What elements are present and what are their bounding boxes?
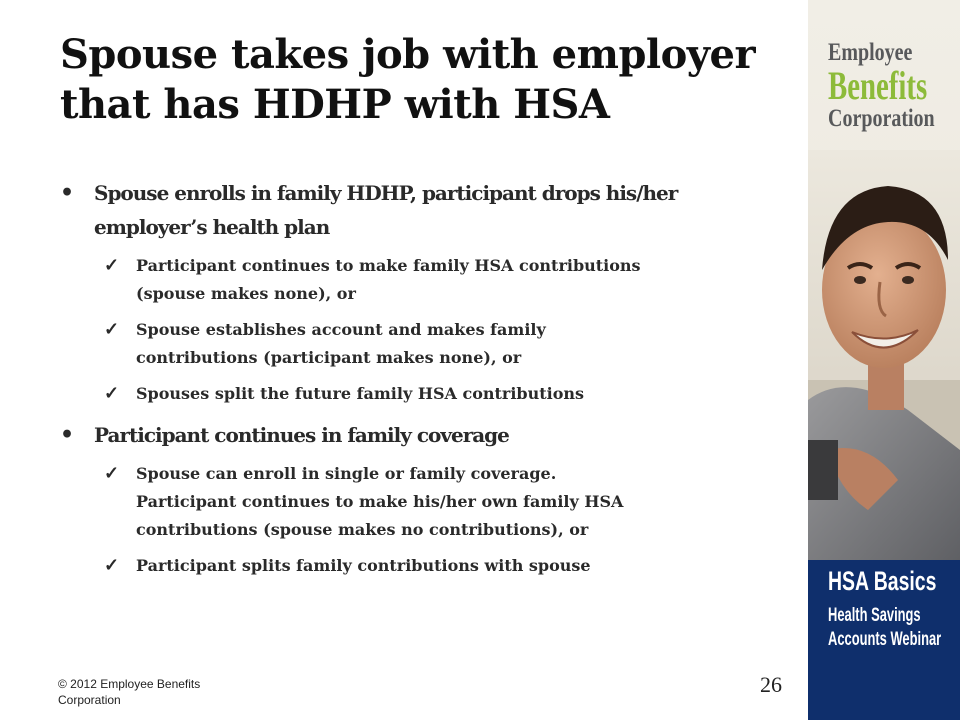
- subitem-line: Participant continues to make family HSA contributions: [136, 256, 641, 275]
- subitem-line: Spouse establishes account and makes family: [136, 320, 546, 339]
- subitem-spouse-can-enroll: [60, 460, 780, 544]
- copyright-notice: [58, 676, 258, 708]
- checkmark-icon: ✓: [104, 319, 120, 340]
- webinar-subtitle-line: Health Savings: [828, 605, 921, 626]
- smiling-man-photo: [808, 150, 960, 560]
- checkmark-icon: ✓: [104, 383, 120, 404]
- slide-content: [60, 176, 780, 580]
- logo-line-corporation: Corporation: [828, 105, 935, 132]
- page-number: 26: [760, 672, 782, 697]
- bullet-dot-icon: •: [60, 422, 75, 448]
- subitem-line: Spouse can enroll in single or family coverage.: [136, 464, 557, 483]
- bullet-line: Participant continues in family coverage: [94, 423, 509, 447]
- bullet-dot-icon: •: [60, 180, 75, 206]
- copyright-line: Corporation: [58, 693, 121, 707]
- company-logo: [828, 40, 960, 132]
- subitem-spouses-split: [60, 380, 780, 408]
- checkmark-icon: ✓: [104, 555, 120, 576]
- logo-line-employee: Employee: [828, 39, 913, 66]
- title-line-1: Spouse takes job with employer: [60, 31, 756, 78]
- subitem-spouse-establishes: [60, 316, 780, 372]
- subitem-line: Participant continues to make his/her own family HSA: [136, 492, 624, 511]
- bullet-line: Spouse enrolls in family HDHP, participant drops his/her: [94, 181, 678, 205]
- subitem-line: (spouse makes none), or: [136, 284, 356, 303]
- webinar-title: HSA Basics: [828, 566, 937, 596]
- webinar-subtitle: [828, 604, 941, 652]
- subitem-line: Spouses split the future family HSA contributions: [136, 384, 585, 403]
- bullet-spouse-enrolls: [60, 176, 780, 244]
- bullet-line: employer’s health plan: [94, 215, 330, 239]
- subitem-line: contributions (participant makes none), or: [136, 348, 522, 367]
- webinar-banner: [808, 560, 960, 720]
- title-line-2: that has HDHP with HSA: [60, 81, 610, 128]
- checkmark-icon: ✓: [104, 255, 120, 276]
- subitem-participant-splits: [60, 552, 780, 580]
- checkmark-icon: ✓: [104, 463, 120, 484]
- bullet-participant-continues: [60, 418, 780, 452]
- copyright-line: © 2012 Employee Benefits: [58, 677, 201, 691]
- branding-panel: [808, 0, 960, 720]
- subitem-line: contributions (spouse makes no contributions), or: [136, 520, 589, 539]
- logo-line-benefits: Benefits: [828, 63, 928, 108]
- subitem-participant-continues: [60, 252, 780, 308]
- slide-title: [60, 30, 780, 130]
- subitem-line: Participant splits family contributions with spouse: [136, 556, 591, 575]
- webinar-subtitle-line: Accounts Webinar: [828, 629, 942, 650]
